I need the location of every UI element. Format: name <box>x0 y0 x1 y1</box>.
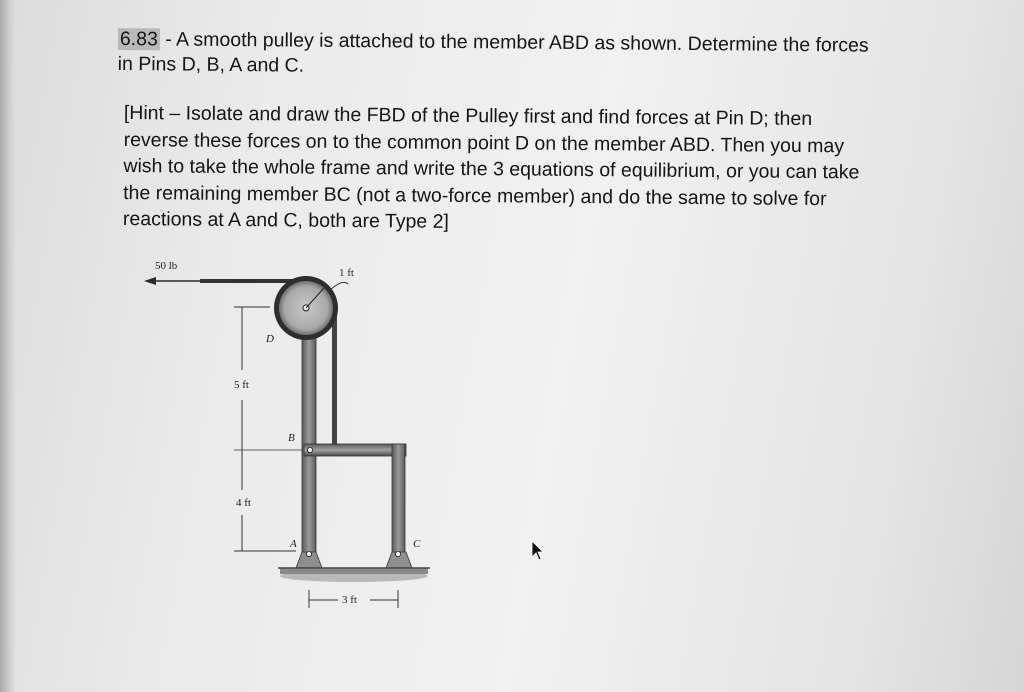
label-b: B <box>288 432 295 444</box>
cable-vertical <box>332 308 337 448</box>
support-c <box>386 551 412 568</box>
member-bc-horizontal <box>304 444 406 456</box>
hint-paragraph <box>123 100 1004 240</box>
problem-text: - A smooth pulley is attached to the member ABD as shown. Determine the forces <box>159 28 869 57</box>
frame-diagram-svg <box>130 250 450 630</box>
hint-line: [Hint – Isolate and draw the FBD of the Pulley first and find forces at Pin D; then <box>123 101 813 131</box>
dimension-lower-label: 4 ft <box>236 497 251 509</box>
hint-line: reverse these forces on to the common point D on the member ABD. Then you may <box>123 128 845 157</box>
frame-diagram <box>130 250 450 630</box>
mouse-cursor-icon <box>530 540 546 562</box>
label-c: C <box>413 538 421 550</box>
dimension-width-label: 3 ft <box>342 594 357 606</box>
pin-b <box>307 447 312 452</box>
hint-line: the remaining member BC (not a two-force member) and do the same to solve for <box>123 181 827 210</box>
label-a: A <box>290 538 297 550</box>
hint-line: reactions at A and C, both are Type 2] <box>122 207 449 233</box>
label-d: D <box>266 333 274 345</box>
problem-line-2: in Pins D, B, A and C. <box>117 52 305 77</box>
member-bc-vertical <box>392 444 405 568</box>
radius-label: 1 ft <box>339 267 354 279</box>
problem-number: 6.83 <box>119 28 158 51</box>
force-label: 50 lb <box>155 260 178 272</box>
ground <box>278 568 430 582</box>
dimension-upper-label: 5 ft <box>234 379 249 391</box>
support-a <box>296 551 322 568</box>
member-abd <box>302 305 316 567</box>
problem-statement <box>118 27 998 85</box>
page-edge-shadow <box>0 0 16 692</box>
pulley <box>274 276 338 340</box>
hint-line: wish to take the whole frame and write the 3 equations of equilibrium, or you can take <box>123 154 860 184</box>
